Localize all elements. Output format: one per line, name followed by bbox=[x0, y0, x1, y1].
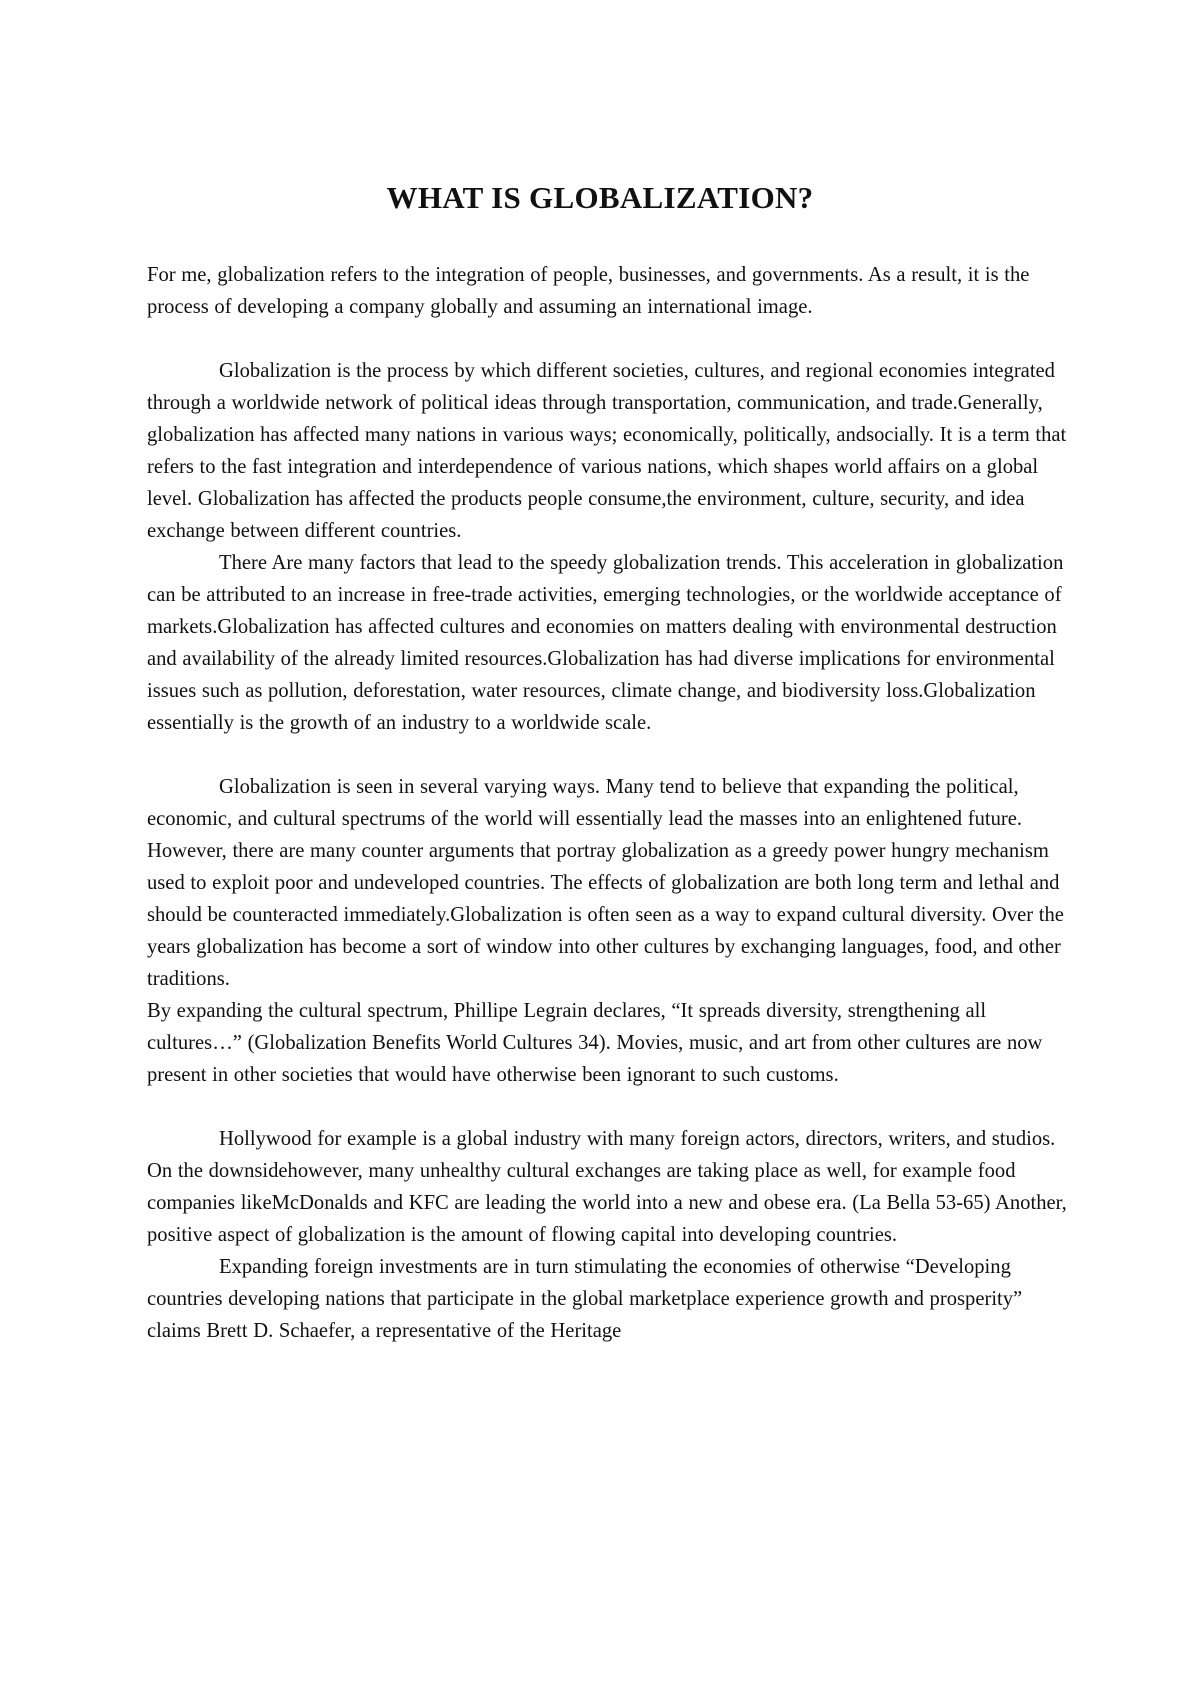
document-body bbox=[147, 259, 1067, 1347]
document-title: WHAT IS GLOBALIZATION? bbox=[386, 180, 814, 215]
paragraph-legrain-quote: By expanding the cultural spectrum, Phillipe Legrain declares, “It spreads diversity, strengthening all cultures…” (Globalization Benefits World Cultures 34). Movies, music, and art from other cultures are now present in other societies that would have otherwise been ignorant to such customs. bbox=[147, 1000, 1043, 1086]
paragraph-intro: For me, globalization refers to the integration of people, businesses, and governments. As a result, it is the process of developing a company globally and assuming an international image. bbox=[147, 264, 1030, 318]
paragraph-hollywood: Hollywood for example is a global industry with many foreign actors, directors, writers, and studios. On the downsidehowever, many unhealthy cultural exchanges are taking place as well, for example food companies likeMcDonalds and KFC are leading the world into a new and obese era. (La Bella 53-65) Another, positive aspect of globalization is the amount of flowing capital into developing countries. bbox=[147, 1128, 1067, 1246]
paragraph-factors: There Are many factors that lead to the speedy globalization trends. This acceleration in globalization can be attributed to an increase in free-trade activities, emerging technologies, or the worldwide acceptance of markets.Globalization has affected cultures and economies on matters dealing with environmental destruction and availability of the already limited resources.Globalization has had diverse implications for environmental issues such as pollution, deforestation, water resources, climate change, and biodiversity loss.Globalization essentially is the growth of an industry to a worldwide scale. bbox=[147, 552, 1064, 734]
paragraph-definition: Globalization is the process by which different societies, cultures, and regional economies integrated through a worldwide network of political ideas through transportation, communication, and trade.Generally, globalization has affected many nations in various ways; economically, politically, andsocially. It is a term that refers to the fast integration and interdependence of various nations, which shapes world affairs on a global level. Globalization has affected the products people consume,the environment, culture, security, and idea exchange between different countries. bbox=[147, 360, 1067, 542]
paragraph-views: Globalization is seen in several varying ways. Many tend to believe that expanding the political, economic, and cultural spectrums of the world will essentially lead the masses into an enlightened future. However, there are many counter arguments that portray globalization as a greedy power hungry mechanism used to exploit poor and undeveloped countries. The effects of globalization are both long term and lethal and should be counteracted immediately.Globalization is often seen as a way to expand cultural diversity. Over the years globalization has become a sort of window into other cultures by exchanging languages, food, and other traditions. bbox=[147, 776, 1064, 990]
paragraph-investments: Expanding foreign investments are in turn stimulating the economies of otherwise “Developing countries developing nations that participate in the global marketplace experience growth and prosperity” claims Brett D. Schaefer, a representative of the Heritage bbox=[147, 1256, 1023, 1342]
